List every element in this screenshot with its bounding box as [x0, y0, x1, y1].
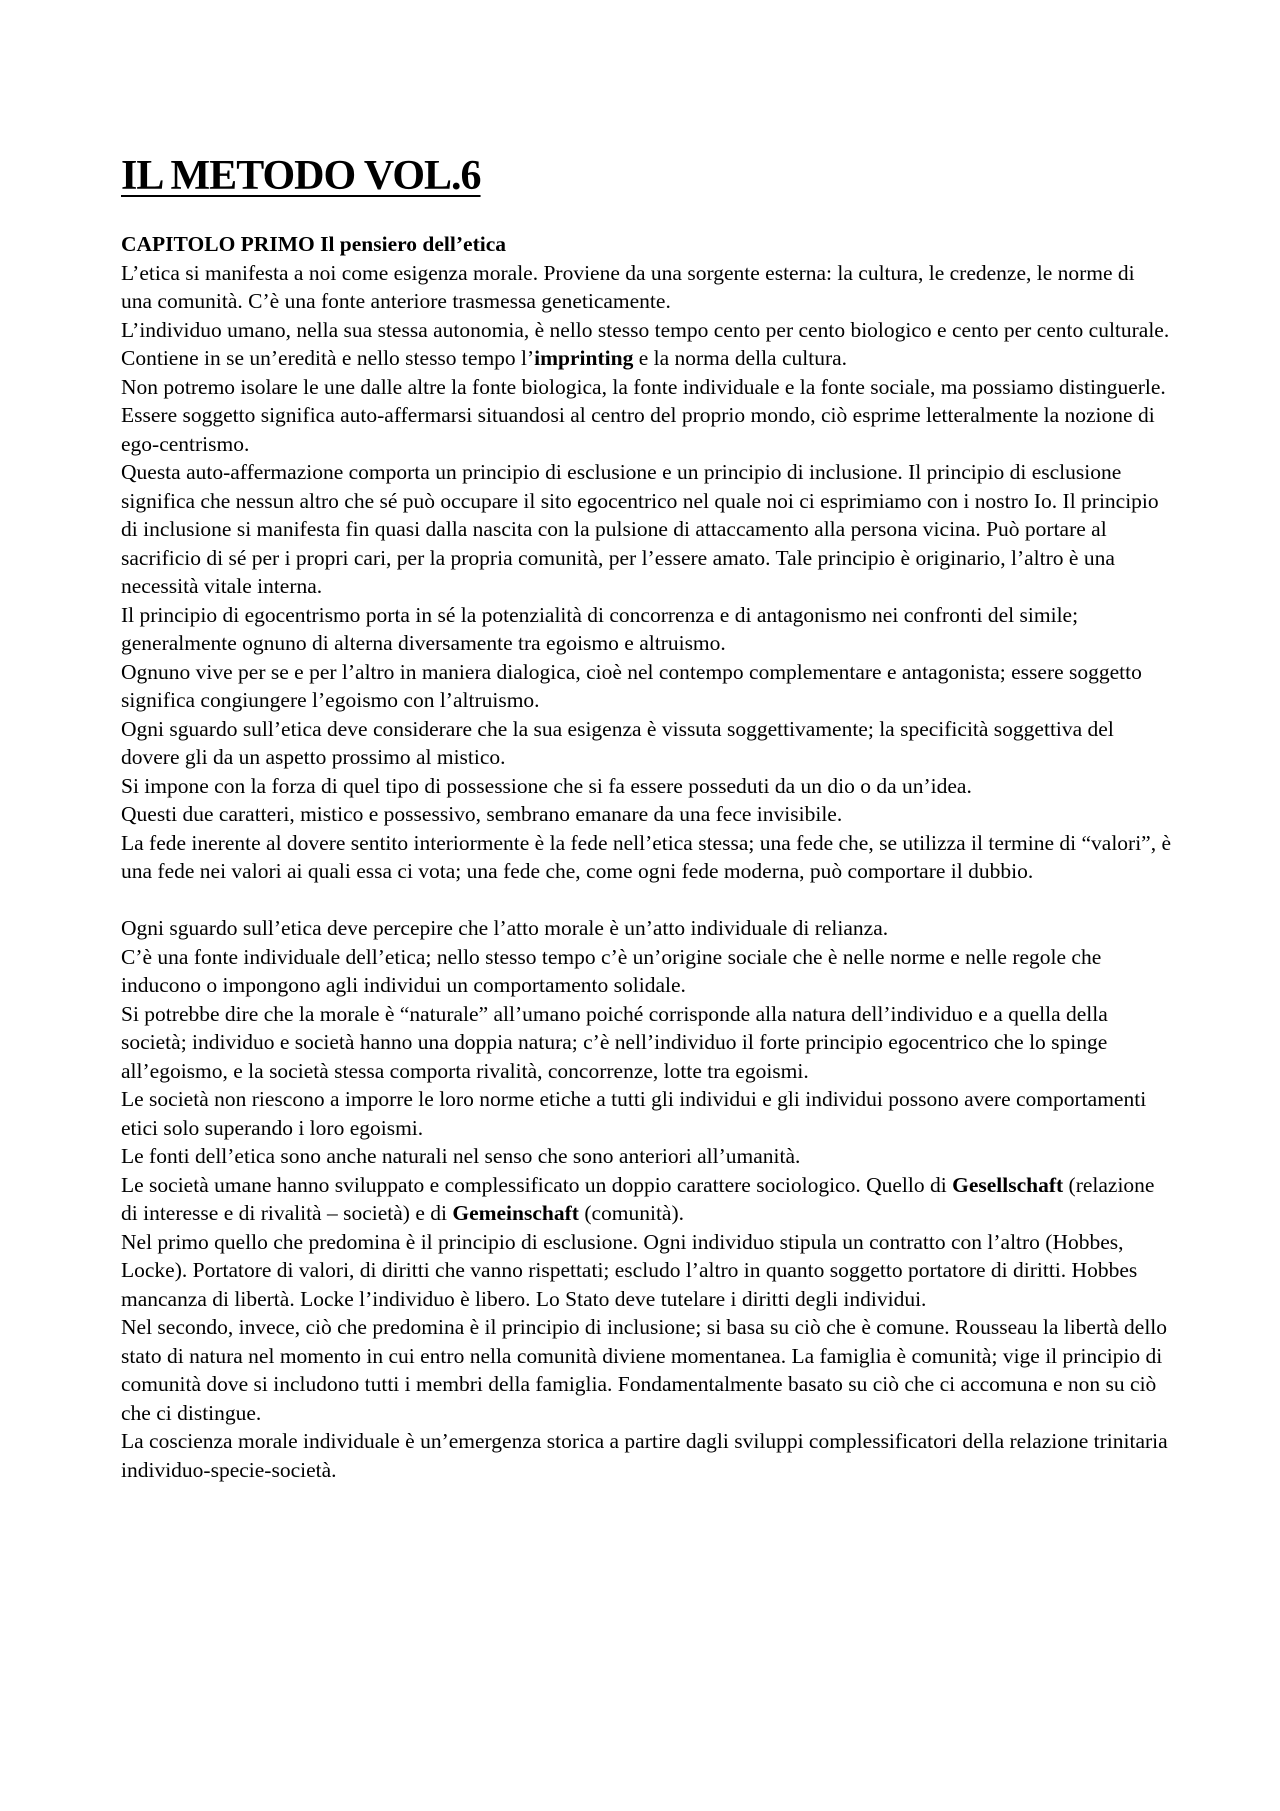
paragraph: L’etica si manifesta a noi come esigenza morale. Proviene da una sorgente esterna: la cultura, le credenze, le norme di una comunità. C’è una fonte anteriore trasmessa geneticamente. — [121, 260, 1135, 313]
paragraph: Il principio di egocentrismo porta in sé la potenzialità di concorrenza e di antagonismo nei confronti del simile; generalmente ognuno di alterna diversamente tra egoismo e altruismo. — [121, 602, 1079, 655]
paragraph: Le società non riescono a imporre le loro norme etiche a tutti gli individui e gli individui possono avere comportamenti etici solo superando i loro egoismi. — [121, 1087, 1147, 1140]
document-body — [121, 259, 1171, 1485]
paragraph: Si potrebbe dire che la morale è “naturale” all’umano poiché corrisponde alla natura dell’individuo e a quella della società; individuo e società hanno una doppia natura; c’è nell’individuo il forte principio egocentrico che lo spinge all’egoismo, e la società stessa comporta rivalità, concorrenze, lotte tra egoismi. — [121, 1001, 1108, 1083]
paragraph: Nel secondo, invece, ciò che predomina è il principio di inclusione; si basa su ciò che è comune. Rousseau la libertà dello stato di natura nel momento in cui entro nella comunità diviene momentanea. La famiglia è comunità; vige il principio di comunità dove si includono tutti i membri della famiglia. Fondamentalmente basato su ciò che ci accomuna e non su ciò che ci distingue. — [121, 1315, 1168, 1425]
paragraph: C’è una fonte individuale dell’etica; nello stesso tempo c’è un’origine sociale che è nelle norme e nelle regole che inducono o impongono agli individui un comportamento solidale. — [121, 944, 1102, 997]
paragraph: L’individuo umano, nella sua stessa autonomia, è nello stesso tempo cento per cento biologico e cento per cento culturale. Contiene in se un’eredità e nello stesso tempo l’imprinting e la norma della cultura. — [121, 317, 1170, 370]
document-title: IL METODO VOL.6 — [121, 153, 481, 199]
paragraph: Nel primo quello che predomina è il principio di esclusione. Ogni individuo stipula un contratto con l’altro (Hobbes, Locke). Portatore di valori, di diritti che vanno rispettati; escludo l’altro in quanto soggetto portatore di diritti. Hobbes mancanza di libertà. Locke l’individuo è libero. Lo Stato deve tutelare i diritti degli individui. — [121, 1229, 1138, 1311]
paragraph: La fede inerente al dovere sentito interiormente è la fede nell’etica stessa; una fede che, se utilizza il termine di “valori”, è una fede nei valori ai quali essa ci vota; una fede che, come ogni fede moderna, può comportare il dubbio. — [121, 830, 1172, 883]
chapter-heading: CAPITOLO PRIMO Il pensiero dell’etica — [121, 232, 506, 256]
paragraph: Si impone con la forza di quel tipo di possessione che si fa essere posseduti da un dio o da un’idea. — [121, 773, 972, 798]
blank-line — [121, 886, 1171, 915]
bold-term-gemeinschaft: Gemeinschaft — [452, 1201, 579, 1225]
paragraph: Questi due caratteri, mistico e possessivo, sembrano emanare da una fece invisibile. — [121, 802, 843, 826]
paragraph: Essere soggetto significa auto-affermarsi situandosi al centro del proprio mondo, ciò esprime letteralmente la nozione di ego-centrismo. — [121, 403, 1155, 456]
bold-term-gesellschaft: Gesellschaft — [952, 1172, 1064, 1197]
paragraph: La coscienza morale individuale è un’emergenza storica a partire dagli sviluppi complessificatori della relazione trinitaria individuo-specie-società. — [121, 1429, 1168, 1482]
paragraph: Le fonti dell’etica sono anche naturali nel senso che sono anteriori all’umanità. — [121, 1144, 801, 1168]
paragraph: Ogni sguardo sull’etica deve percepire che l’atto morale è un’atto individuale di relianza. — [121, 916, 889, 940]
paragraph: Non potremo isolare le une dalle altre la fonte biologica, la fonte individuale e la fonte sociale, ma possiamo distinguerle. — [121, 374, 1166, 399]
paragraph: Ogni sguardo sull’etica deve considerare che la sua esigenza è vissuta soggettivamente; la specificità soggettiva del dovere gli da un aspetto prossimo al mistico. — [121, 716, 1114, 769]
document-page — [121, 150, 1171, 1484]
paragraph: Ognuno vive per se e per l’altro in maniera dialogica, cioè nel contempo complementare e antagonista; essere soggetto significa congiungere l’egoismo con l’altruismo. — [121, 659, 1142, 712]
paragraph: Le società umane hanno sviluppato e complessificato un doppio carattere sociologico. Quello di Gesellschaft (relazione di interesse e di rivalità – società) e di Gemeinschaft (comunità). — [121, 1172, 1155, 1225]
paragraph: Questa auto-affermazione comporta un principio di esclusione e un principio di inclusione. Il principio di esclusione significa che nessun altro che sé può occupare il sito egocentrico nel quale noi ci esprimiamo con i nostro Io. Il principio di inclusione si manifesta fin quasi dalla nascita con la pulsione di attaccamento alla persona vicina. Può portare al sacrificio di sé per i propri cari, per la propria comunità, per l’essere amato. Tale principio è originario, l’altro è una necessità vitale interna. — [121, 460, 1159, 598]
bold-term-imprinting: imprinting — [534, 346, 634, 370]
